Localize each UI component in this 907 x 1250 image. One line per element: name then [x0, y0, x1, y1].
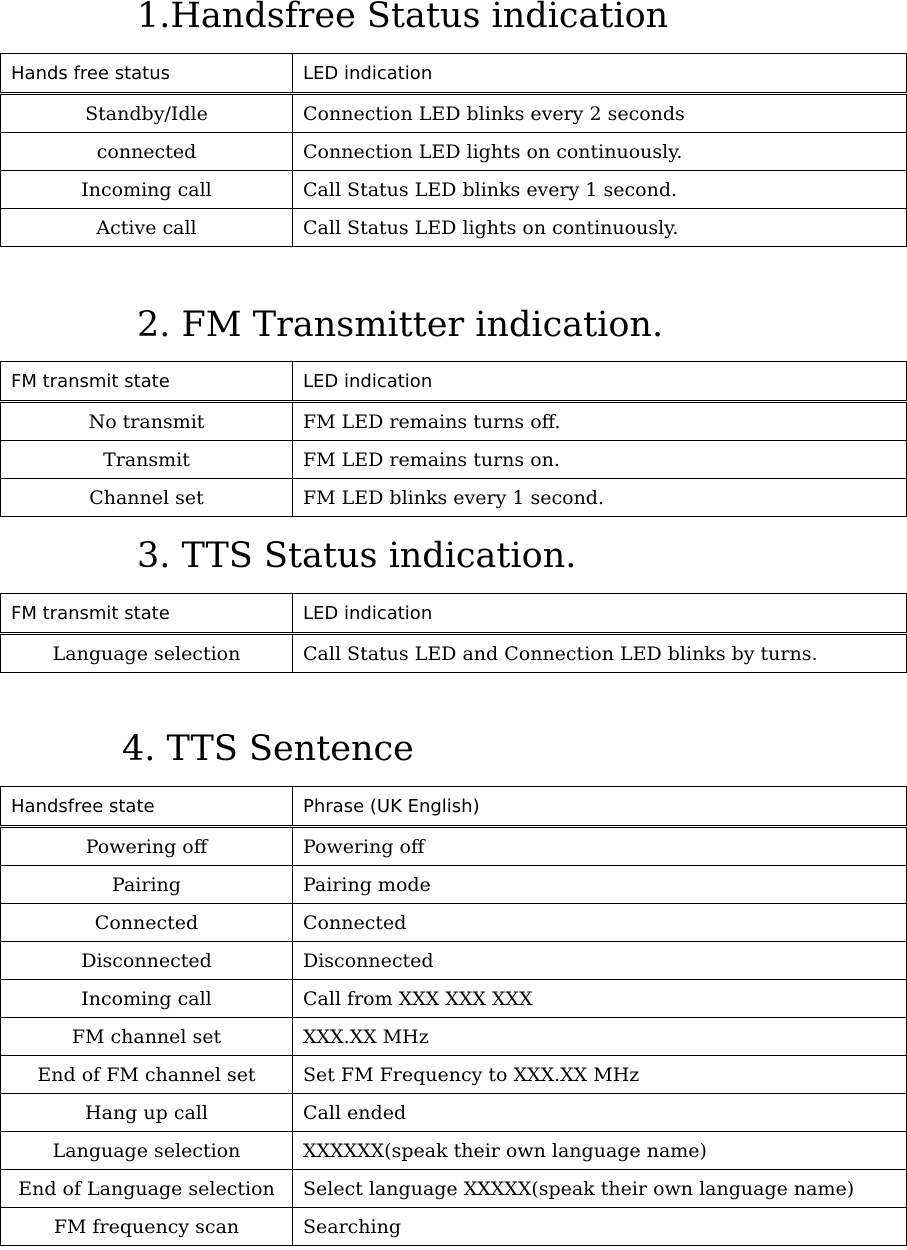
section-1-heading: 1.Handsfree Status indication	[137, 0, 669, 36]
table-row	[1, 1170, 907, 1208]
table-row	[1, 209, 907, 247]
table-row	[1, 402, 907, 441]
phrase-cell: Connected	[293, 904, 907, 942]
table-row	[1, 479, 907, 517]
state-cell: Language selection	[1, 634, 293, 673]
table-header-row	[1, 787, 907, 827]
state-cell: End of Language selection	[1, 1170, 293, 1208]
column-header: LED indication	[293, 362, 907, 402]
phrase-cell: Select language XXXXX(speak their own language name)	[293, 1170, 907, 1208]
state-cell: Disconnected	[1, 942, 293, 980]
state-cell: No transmit	[1, 402, 293, 441]
section-3-heading: 3. TTS Status indication.	[137, 536, 577, 576]
phrase-cell: Call from XXX XXX XXX	[293, 980, 907, 1018]
state-cell: Channel set	[1, 479, 293, 517]
tts-status-table	[0, 593, 907, 673]
table-row	[1, 980, 907, 1018]
indication-cell: Call Status LED blinks every 1 second.	[293, 171, 907, 209]
tts-sentence-table	[0, 786, 907, 1246]
table-row	[1, 1208, 907, 1246]
column-header: Handsfree state	[1, 787, 293, 827]
state-cell: Language selection	[1, 1132, 293, 1170]
table-row	[1, 133, 907, 171]
state-cell: FM frequency scan	[1, 1208, 293, 1246]
phrase-cell: Searching	[293, 1208, 907, 1246]
column-header: FM transmit state	[1, 594, 293, 634]
table-row	[1, 827, 907, 866]
table-row	[1, 441, 907, 479]
state-cell: Incoming call	[1, 171, 293, 209]
indication-cell: Call Status LED lights on continuously.	[293, 209, 907, 247]
state-cell: Hang up call	[1, 1094, 293, 1132]
state-cell: Connected	[1, 904, 293, 942]
phrase-cell: Set FM Frequency to XXX.XX MHz	[293, 1056, 907, 1094]
table-row	[1, 94, 907, 133]
state-cell: Standby/Idle	[1, 94, 293, 133]
table-row	[1, 904, 907, 942]
fm-transmitter-table	[0, 361, 907, 517]
state-cell: Pairing	[1, 866, 293, 904]
indication-cell: FM LED blinks every 1 second.	[293, 479, 907, 517]
indication-cell: FM LED remains turns on.	[293, 441, 907, 479]
table-row	[1, 1056, 907, 1094]
table-row	[1, 1018, 907, 1056]
section-4-heading: 4. TTS Sentence	[122, 729, 414, 769]
state-cell: Incoming call	[1, 980, 293, 1018]
section-2-heading: 2. FM Transmitter indication.	[137, 305, 664, 345]
state-cell: Transmit	[1, 441, 293, 479]
table-header-row	[1, 594, 907, 634]
column-header: Phrase (UK English)	[293, 787, 907, 827]
state-cell: Active call	[1, 209, 293, 247]
phrase-cell: Powering off	[293, 827, 907, 866]
state-cell: End of FM channel set	[1, 1056, 293, 1094]
indication-cell: Connection LED lights on continuously.	[293, 133, 907, 171]
table-header-row	[1, 54, 907, 94]
column-header: LED indication	[293, 594, 907, 634]
table-row	[1, 1132, 907, 1170]
table-header-row	[1, 362, 907, 402]
table-row	[1, 1094, 907, 1132]
state-cell: FM channel set	[1, 1018, 293, 1056]
column-header: LED indication	[293, 54, 907, 94]
indication-cell: Connection LED blinks every 2 seconds	[293, 94, 907, 133]
table-row	[1, 634, 907, 673]
phrase-cell: XXXXXX(speak their own language name)	[293, 1132, 907, 1170]
phrase-cell: Pairing mode	[293, 866, 907, 904]
table-row	[1, 171, 907, 209]
phrase-cell: Disconnected	[293, 942, 907, 980]
column-header: Hands free status	[1, 54, 293, 94]
indication-cell: FM LED remains turns off.	[293, 402, 907, 441]
state-cell: connected	[1, 133, 293, 171]
state-cell: Powering off	[1, 827, 293, 866]
table-row	[1, 866, 907, 904]
phrase-cell: XXX.XX MHz	[293, 1018, 907, 1056]
table-row	[1, 942, 907, 980]
handsfree-status-table	[0, 53, 907, 247]
indication-cell: Call Status LED and Connection LED blinks by turns.	[293, 634, 907, 673]
column-header: FM transmit state	[1, 362, 293, 402]
phrase-cell: Call ended	[293, 1094, 907, 1132]
